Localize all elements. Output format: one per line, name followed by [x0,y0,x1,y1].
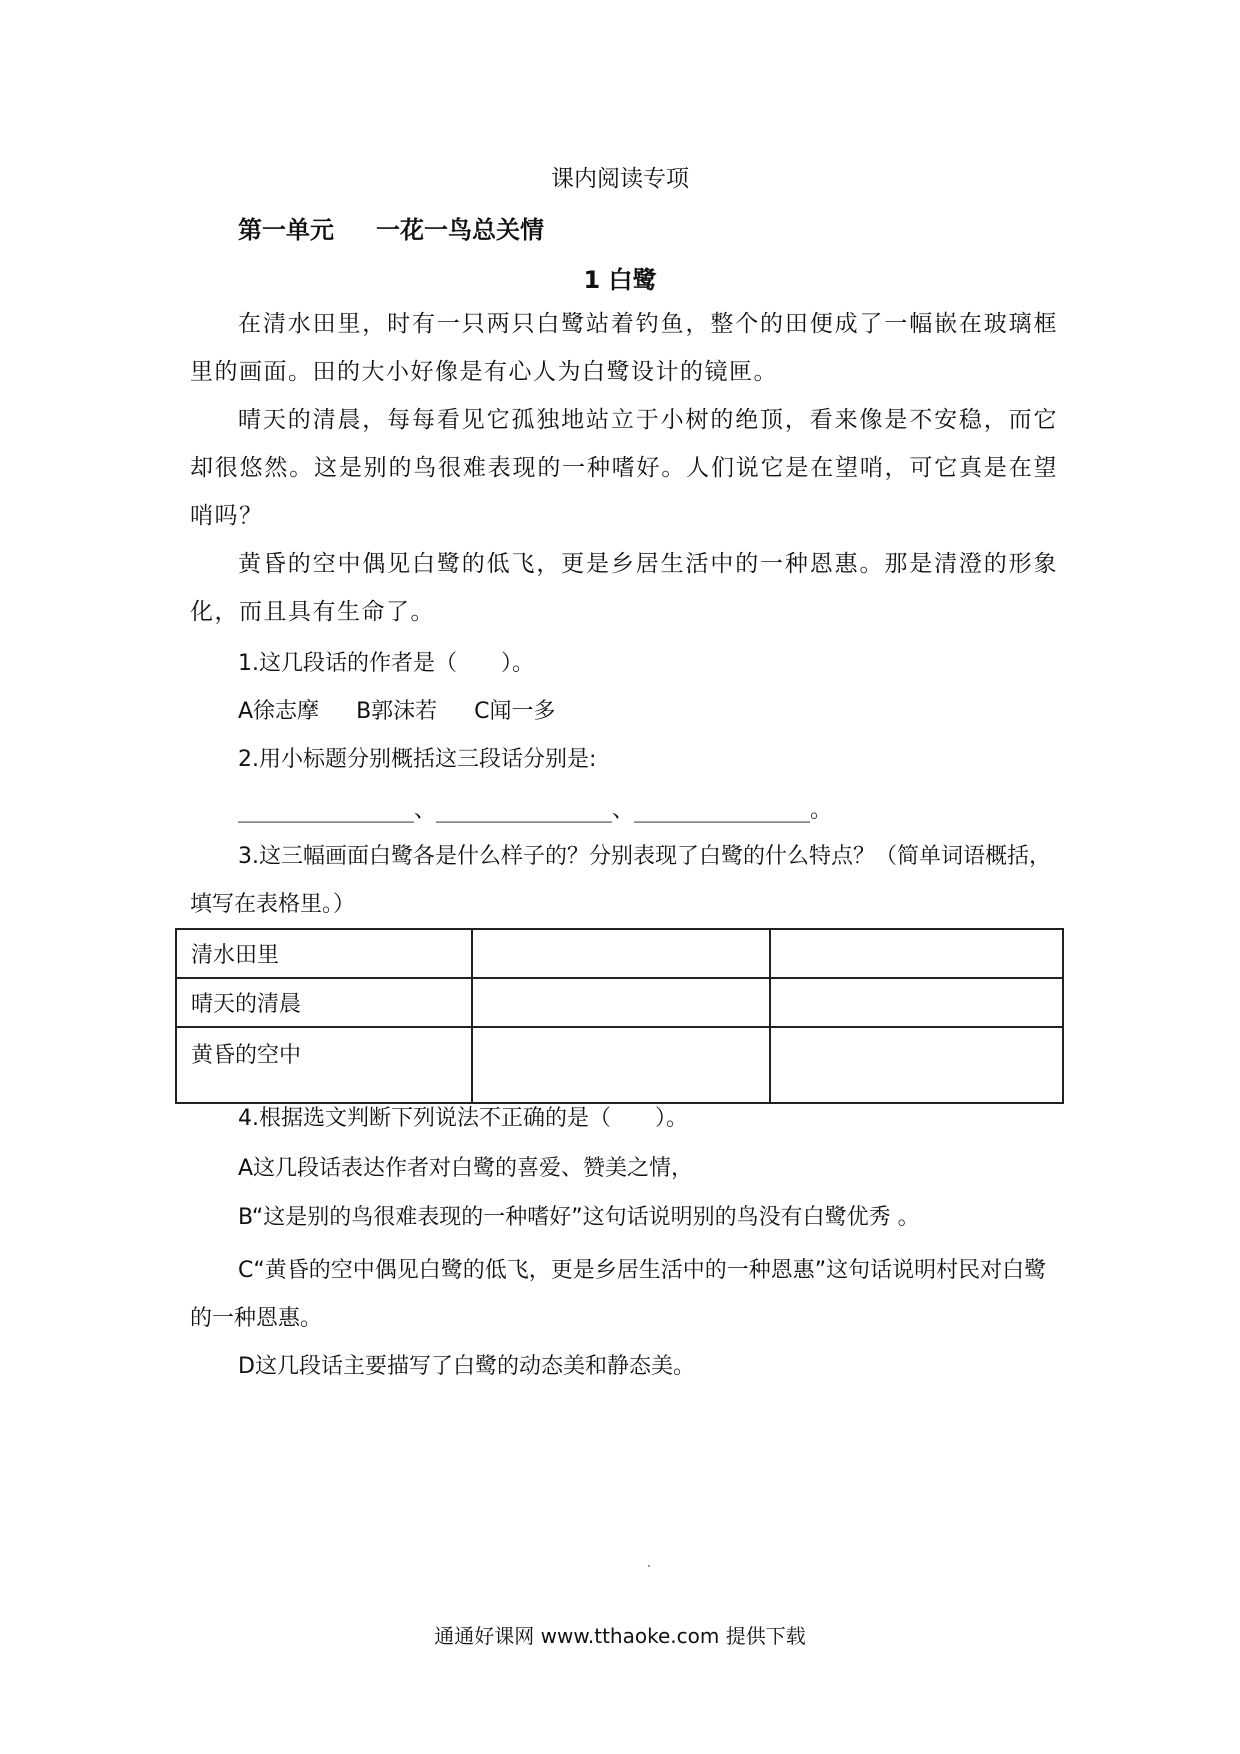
passage-paragraph-3: 黄昏的空中偶见白鹭的低飞，更是乡居生活中的一种恩惠。那是清澄的形象化，而且具有生命了。 [190,551,1058,625]
passage-paragraph-2: 晴天的清晨，每每看见它孤独地站立于小树的绝顶，看来像是不安稳，而它却很悠然。这是别的鸟很难表现的一种嗜好。人们说它是在望哨，可它真是在望哨吗？ [190,407,1058,529]
footer-text: 通通好课网 www.tthaoke.com 提供下载 [434,1624,806,1648]
answer-cell [472,978,770,1027]
question-4-option-c: C“黄昏的空中偶见白鹭的低飞，更是乡居生活中的一种恩惠”这句话说明村民对白鹭的一种恩惠。 [190,1258,1047,1331]
row-label: 晴天的清晨 [176,978,472,1027]
row-label: 清水田里 [176,929,472,978]
table-row [176,1027,1063,1103]
page-dot [648,1565,650,1567]
answer-table [175,928,1064,1104]
unit-theme: 一花一鸟总关情 [376,216,544,244]
unit-heading [238,210,544,245]
answer-cell [770,1027,1063,1103]
question-1: 1.这几段话的作者是（ ）。 [238,651,534,676]
answer-blanks: ________________、________________、________________。 [238,798,833,823]
lesson-title: 1 白鹭 [583,266,657,294]
question-4-option-d: D这几段话主要描写了白鹭的动态美和静态美。 [238,1354,695,1379]
question-4: 4.根据选文判断下列说法不正确的是（ ）。 [238,1106,688,1131]
passage-paragraph-1: 在清水田里，时有一只两只白鹭站着钓鱼，整个的田便成了一幅嵌在玻璃框里的画面。田的大小好像是有心人为白鹭设计的镜匣。 [190,311,1058,385]
option-a: A徐志摩 [238,699,320,724]
question-4-option-b: B“这是别的鸟很难表现的一种嗜好”这句话说明别的鸟没有白鹭优秀 。 [238,1205,920,1230]
option-c: C闻一多 [474,699,556,724]
answer-cell [472,1027,770,1103]
question-3: 3.这三幅画面白鹭各是什么样子的？分别表现了白鹭的什么特点？（简单词语概括，填写在表格里。） [190,844,1051,917]
question-4-option-a: A这几段话表达作者对白鹭的喜爱、赞美之情， [238,1156,694,1181]
option-b: B郭沫若 [356,699,438,724]
table-row [176,929,1063,978]
answer-cell [472,929,770,978]
answer-cell [770,929,1063,978]
question-2: 2.用小标题分别概括这三段话分别是: [238,747,597,772]
answer-cell [770,978,1063,1027]
row-label: 黄昏的空中 [176,1027,472,1103]
unit-label: 第一单元 [238,216,334,244]
page-title: 课内阅读专项 [551,166,689,192]
question-1-options [238,694,586,725]
table-row [176,978,1063,1027]
